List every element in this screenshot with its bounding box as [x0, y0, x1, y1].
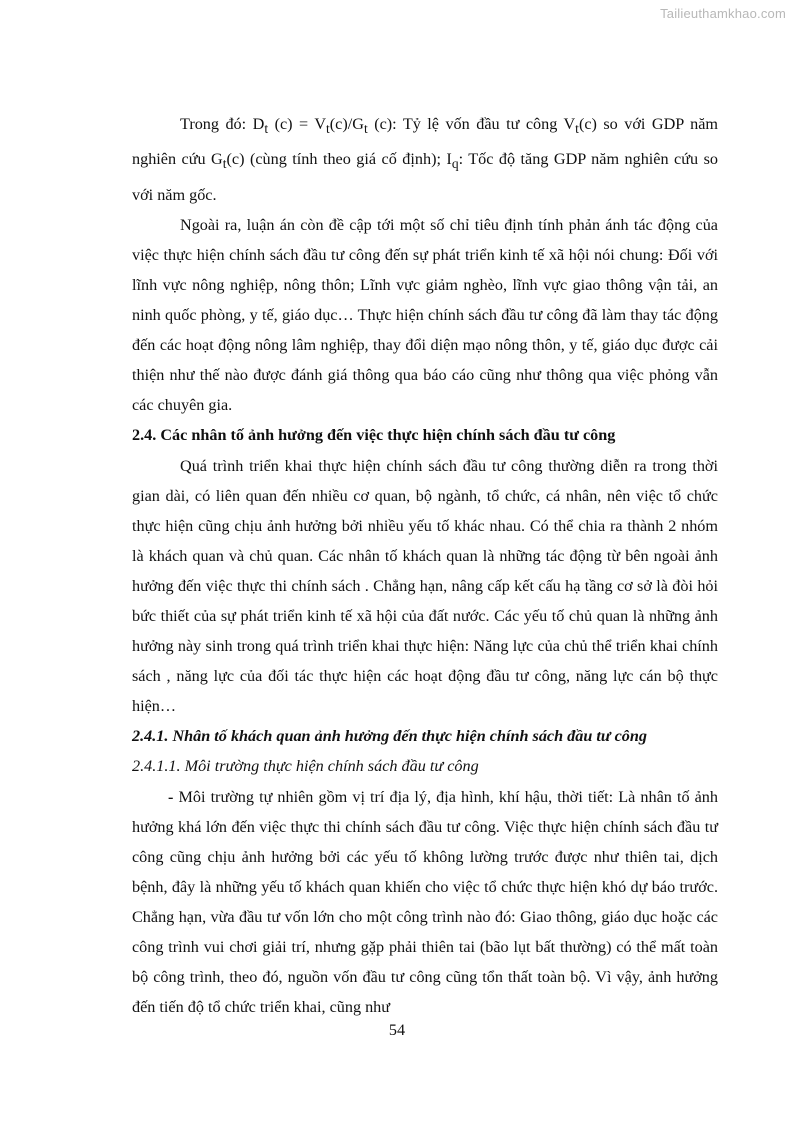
paragraph-qualitative-indicators: Ngoài ra, luận án còn đề cập tới một số chỉ tiêu định tính phản ánh tác động của việc thực hiện chính sách đầu tư công đến sự phát triển kinh tế xã hội nói chung: Đối với lĩnh vực nông nghiệp, nông thôn; Lĩnh vực giảm nghèo, lĩnh vực giao thông vận tải, an ninh quốc phòng, y tế, giáo dục… Thực hiện chính sách đầu tư công đã làm thay tác động đến các hoạt động nông lâm nghiệp, thay đổi diện mạo nông thôn, y tế, giáo dục được cải thiện như thế nào được đánh giá thông qua báo cáo cũng như thông qua việc phỏng vẫn các chuyên gia. [132, 215, 718, 415]
watermark: Tailieuthamkhao.com [660, 6, 786, 21]
heading-2-4-1: 2.4.1. Nhân tố khách quan ảnh hưởng đến thực hiện chính sách đầu tư công [132, 727, 647, 746]
document-body [132, 109, 718, 1022]
paragraph-implementation-factors: Quá trình triển khai thực hiện chính sách đầu tư công thường diễn ra trong thời gian dài, có liên quan đến nhiều cơ quan, bộ ngành, tổ chức, cá nhân, nên việc tổ chức thực hiện cũng chịu ảnh hưởng bởi nhiều yếu tố khác nhau. Có thể chia ra thành 2 nhóm là khách quan và chủ quan. Các nhân tố khách quan là những tác động từ bên ngoài ảnh hưởng đến việc thực thi chính sách . Chẳng hạn, nâng cấp kết cấu hạ tầng cơ sở là đòi hỏi bức thiết của sự phát triển kinh tế xã hội của đất nước. Các yếu tố chủ quan là những ảnh hưởng này sinh trong quá trình triển khai thực hiện: Năng lực của chủ thể triển khai chính sách , năng lực của đối tác thực hiện các hoạt động đầu tư công, năng lực cán bộ thực hiện… [132, 456, 718, 716]
heading-2-4: 2.4. Các nhân tố ảnh hưởng đến việc thực hiện chính sách đầu tư công [132, 426, 616, 445]
formula-paragraph: Trong đó: $D_t$ $(c) = V_t(c)/G_t$ (c): Tỷ lệ vốn đầu tư công $V_t(c)$ so với GDP năm nghiên cứu $G_t(c)$ (cùng tính theo giá cố định); $I_q$: Tốc độ tăng GDP năm nghiên cứu so với năm gốc. [132, 115, 719, 204]
heading-2-4-1-1: 2.4.1.1. Môi trường thực hiện chính sách đầu tư công [132, 757, 479, 776]
page-number: 54 [388, 1021, 406, 1039]
paragraph-natural-environment: - Môi trường tự nhiên gồm vị trí địa lý, địa hình, khí hậu, thời tiết: Là nhân tố ảnh hưởng khá lớn đến việc thực thi chính sách đầu tư công. Việc thực hiện chính sách đầu tư công cũng chịu ảnh hưởng bởi các yếu tố không lường trước được như thiên tai, dịch bệnh, đây là những yếu tố khách quan khiến cho việc tổ chức thực hiện khó dự báo trước. Chẳng hạn, vừa đầu tư vốn lớn cho một công trình nào đó: Giao thông, giáo dục hoặc các công trình vui chơi giải trí, nhưng gặp phải thiên tai (bão lụt bất thường) có thể mất toàn bộ công trình, theo đó, nguồn vốn đầu tư công cũng tổn thất toàn bộ. Vì vậy, ảnh hưởng đến tiến độ tổ chức triển khai, cũng như [132, 787, 718, 1017]
